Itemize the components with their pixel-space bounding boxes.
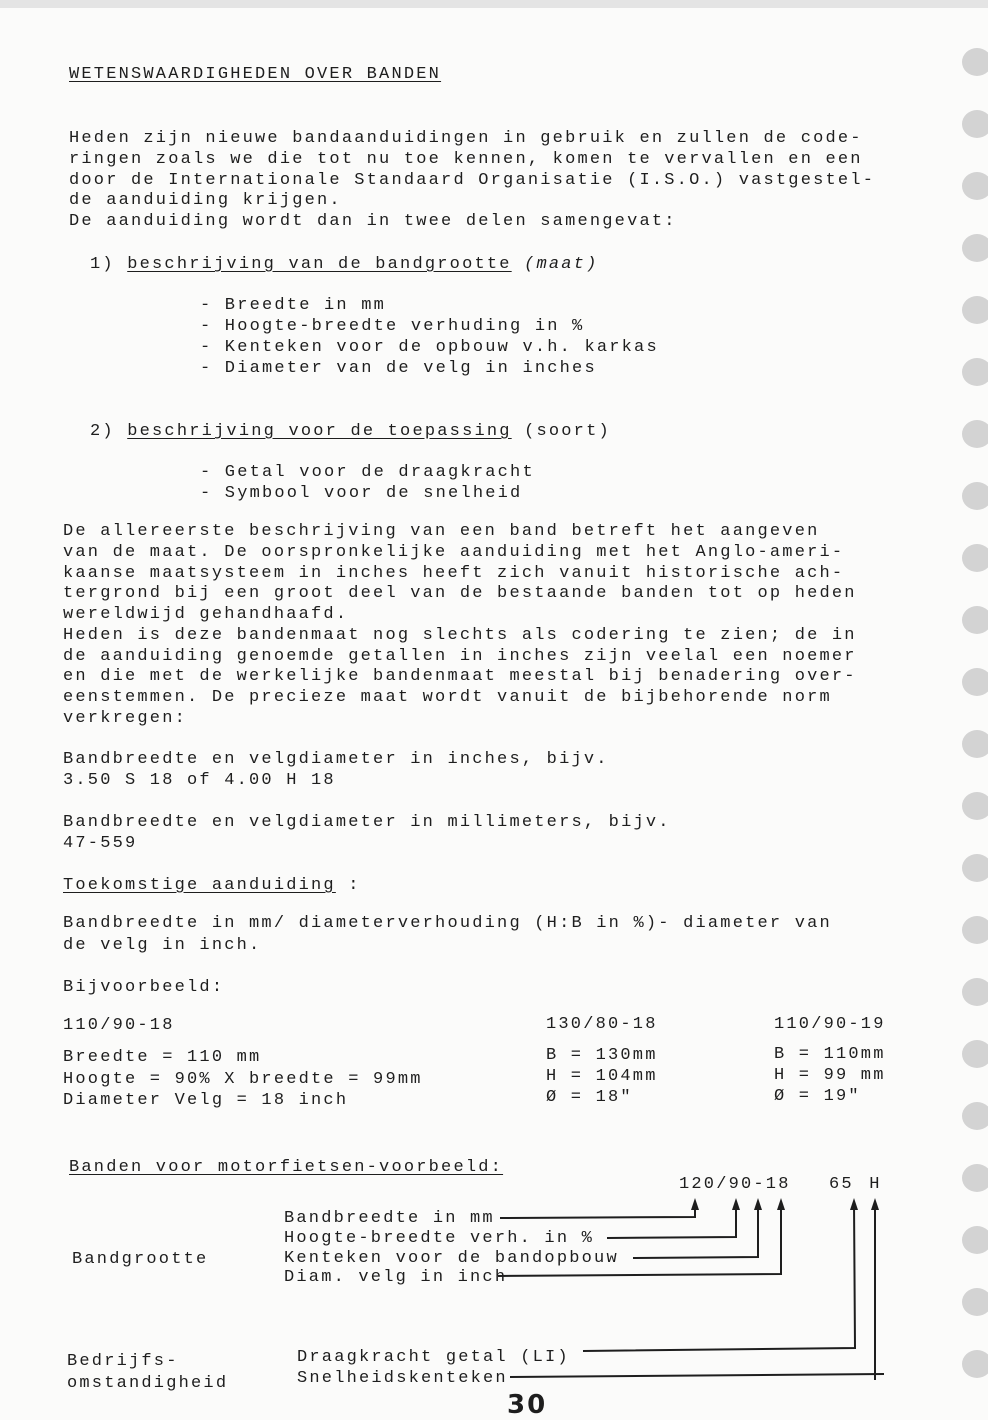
page-title: WETENSWAARDIGHEDEN OVER BANDEN	[69, 65, 442, 84]
list-item: - Diameter van de velg in inches	[200, 359, 597, 378]
inches-example: Bandbreedte en velgdiameter in inches, bijv.	[63, 750, 609, 769]
list-item: - Breedte in mm	[200, 296, 387, 315]
inches-example-value: 3.50 S 18 of 4.00 H 18	[63, 771, 336, 790]
mm-example-value: 47-559	[63, 834, 138, 853]
future-text: de velg in inch.	[63, 936, 262, 955]
section1: 1) beschrijving van de bandgrootte (maat)	[90, 255, 599, 274]
diagram-load-speed: 65 H	[829, 1175, 882, 1194]
diagram-code: 120/90-18	[679, 1175, 791, 1194]
example-label: Bijvoorbeeld:	[63, 978, 225, 997]
list-item: - Kenteken voor de opbouw v.h. karkas	[200, 338, 659, 357]
mm-example: Bandbreedte en velgdiameter in millimeters, bijv.	[63, 813, 671, 832]
group-label: Bedrijfs-	[67, 1352, 179, 1371]
group-label: Bandgrootte	[72, 1250, 209, 1269]
diagram-heading: Banden voor motorfietsen-voorbeeld:	[69, 1158, 504, 1177]
list-item: - Getal voor de draagkracht	[200, 463, 535, 482]
future-text: Bandbreedte in mm/ diameterverhouding (H:B in %)- diameter van	[63, 914, 832, 933]
page-number: 30	[507, 1390, 548, 1420]
list-item: - Symbool voor de snelheid	[200, 484, 523, 503]
future-heading: Toekomstige aanduiding :	[63, 876, 361, 895]
group-label: omstandigheid	[67, 1374, 229, 1393]
list-item: - Hoogte-breedte verhuding in %	[200, 317, 585, 336]
section2: 2) beschrijving voor de toepassing (soort)	[90, 422, 611, 441]
